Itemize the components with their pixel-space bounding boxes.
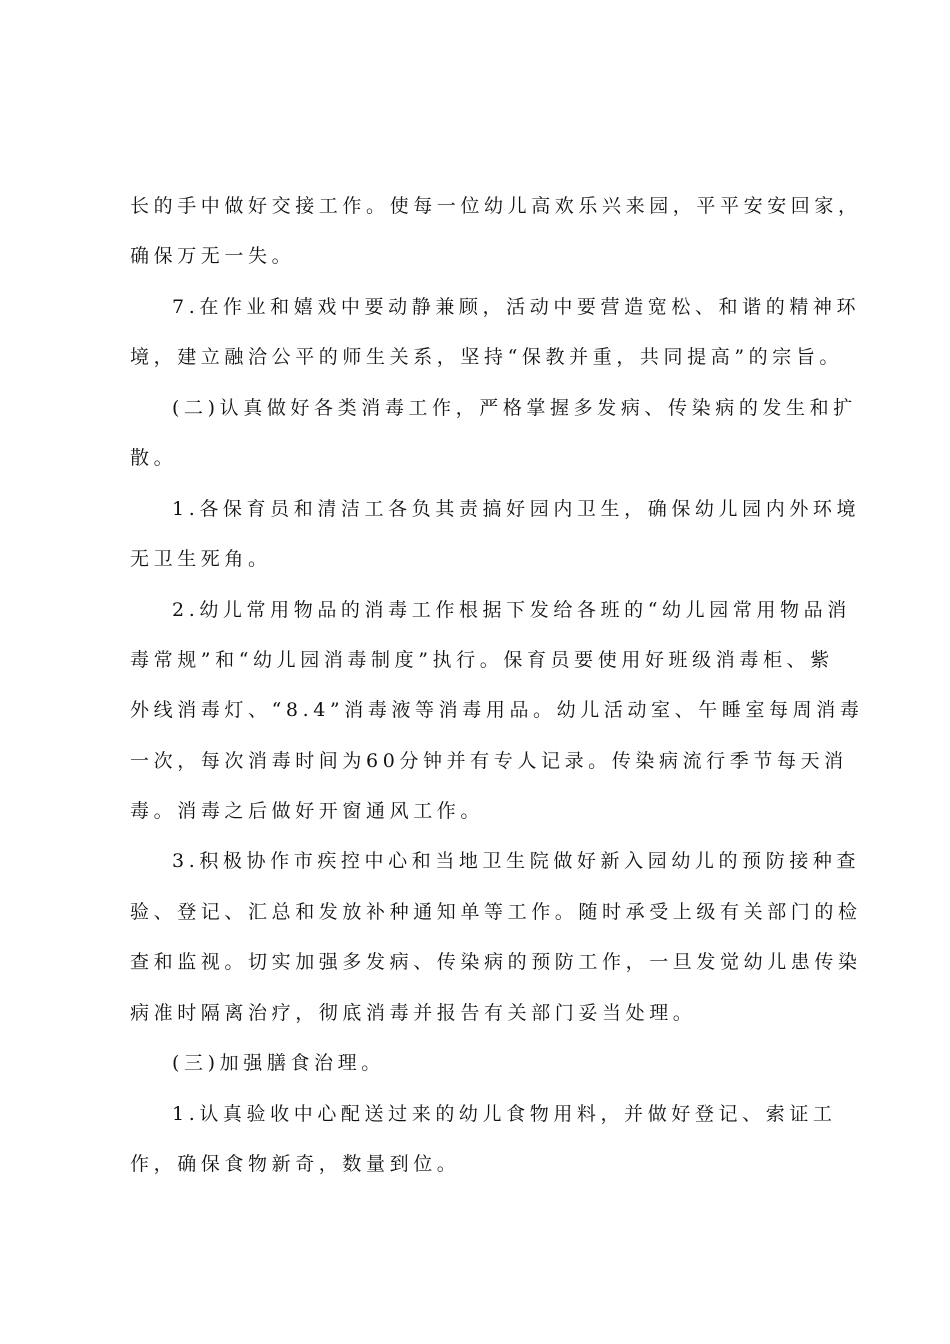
- paragraph-7-line-1: 7.在作业和嬉戏中要动静兼顾，活动中要营造宽松、和谐的精神环: [172, 296, 861, 318]
- text-line: 毒。消毒之后做好开窗通风工作。: [130, 800, 485, 822]
- text-line: 无卫生死角。: [130, 548, 272, 570]
- text-line: 查和监视。切实加强多发病、传染病的预防工作，一旦发觉幼儿患传染: [130, 951, 862, 973]
- text-line: 作，确保食物新奇，数量到位。: [130, 1153, 461, 1175]
- item-2-line-1: 2.幼儿常用物品的消毒工作根据下发给各班的“幼儿园常用物品消: [172, 599, 851, 621]
- text-line: 外线消毒灯、“8.4”消毒液等消毒用品。幼儿活动室、午睡室每周消毒: [130, 699, 864, 721]
- item-1-line-1: 1.各保育员和清洁工各负其责搞好园内卫生，确保幼儿园内外环境: [172, 498, 861, 520]
- text-line: 长的手中做好交接工作。使每一位幼儿高欢乐兴来园，平平安安回家，: [130, 195, 862, 217]
- text-line: 毒常规”和“幼儿园消毒制度”执行。保育员要使用好班级消毒柜、紫: [130, 649, 834, 671]
- section-3-item-1-line-1: 1.认真验收中心配送过来的幼儿食物用料，并做好登记、索证工: [172, 1103, 837, 1125]
- text-line: 确保万无一失。: [130, 245, 296, 267]
- item-3-line-1: 3.积极协作市疾控中心和当地卫生院做好新入园幼儿的预防接种查: [172, 850, 861, 872]
- section-2-heading-line-2: 散。: [130, 447, 178, 469]
- text-line: 验、登记、汇总和发放补种通知单等工作。随时承受上级有关部门的检: [130, 901, 862, 923]
- section-3-heading: (三)加强膳食治理。: [172, 1052, 385, 1074]
- text-line: 一次，每次消毒时间为60分钟并有专人记录。传染病流行季节每天消: [130, 750, 848, 772]
- section-2-heading-line-1: (二)认真做好各类消毒工作，严格掌握多发病、传染病的发生和扩: [172, 397, 857, 419]
- text-line: 病准时隔离治疗，彻底消毒并报告有关部门妥当处理。: [130, 1002, 697, 1024]
- text-line: 境，建立融洽公平的师生关系，坚持“保教并重，共同提高”的宗旨。: [130, 346, 844, 368]
